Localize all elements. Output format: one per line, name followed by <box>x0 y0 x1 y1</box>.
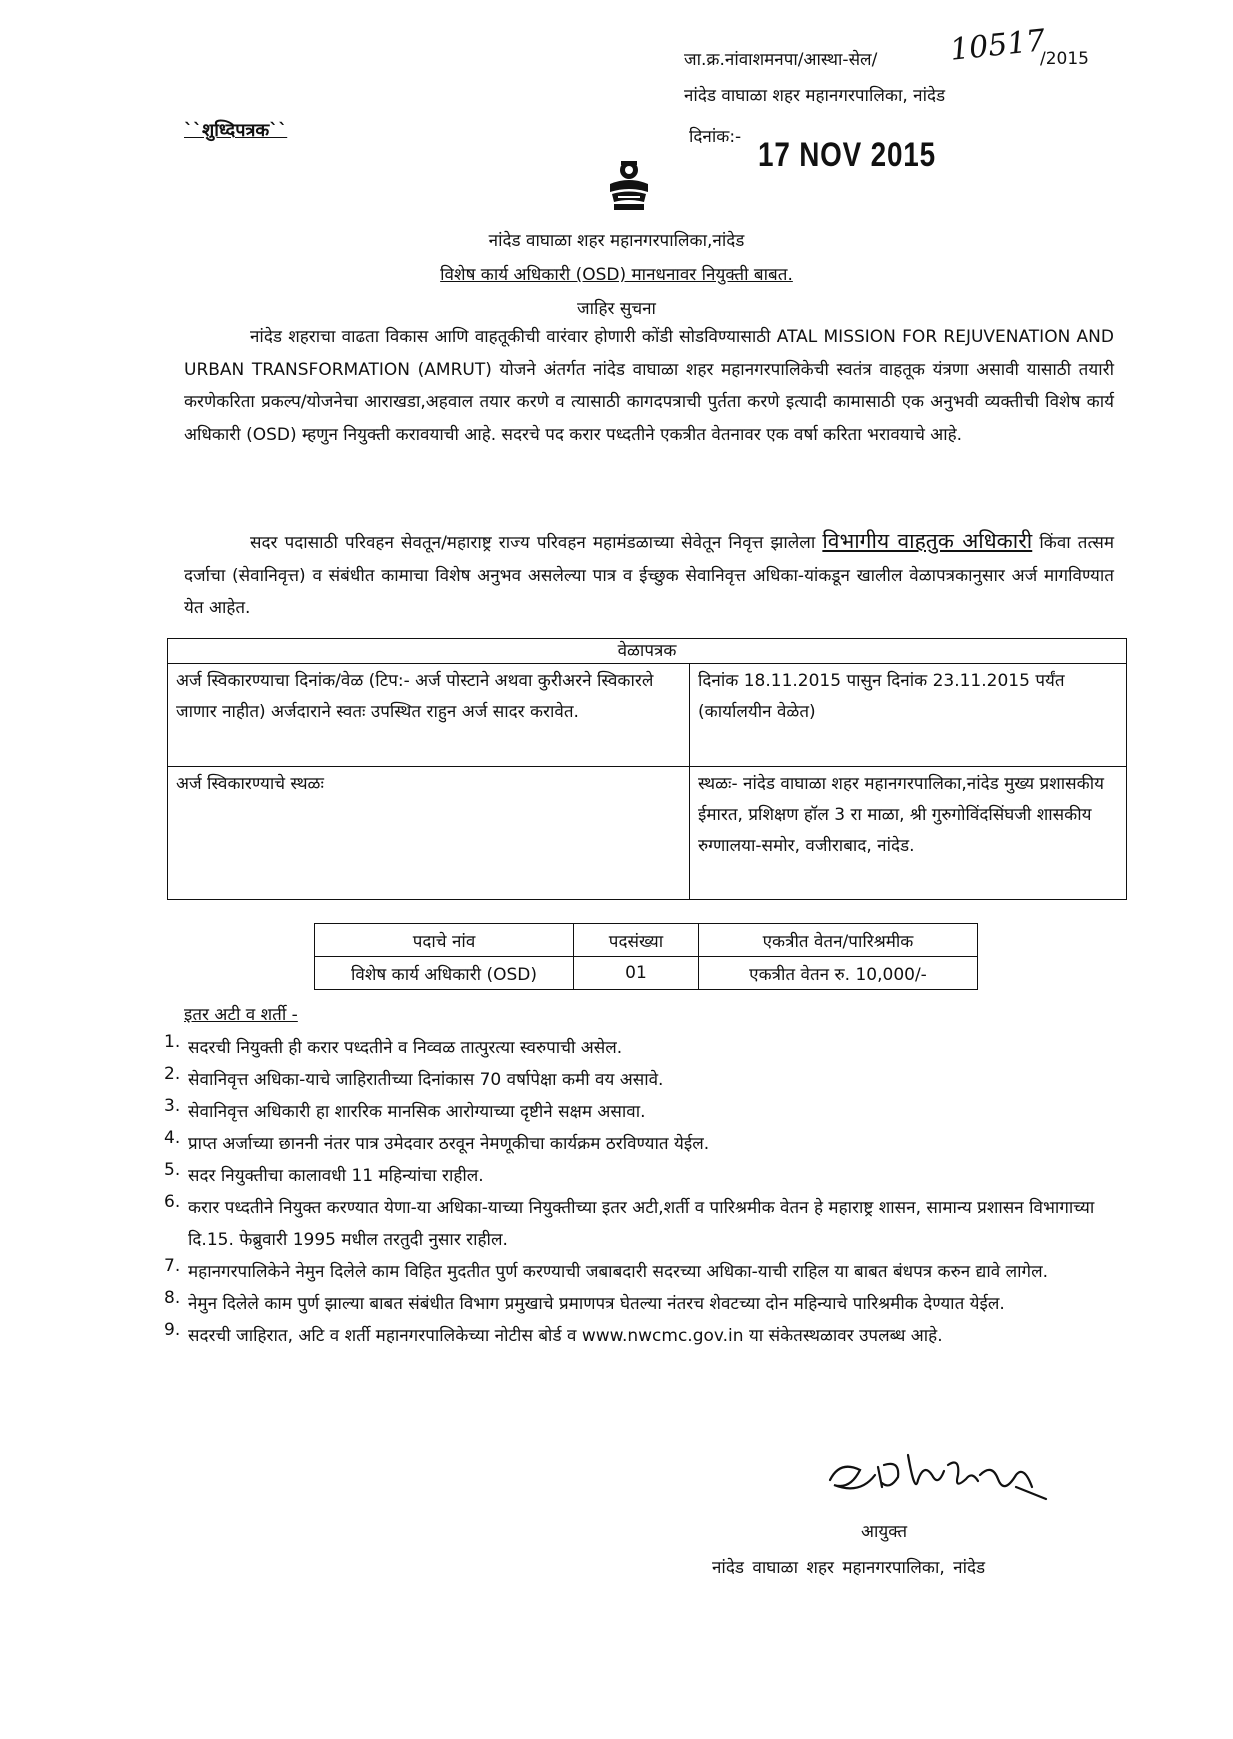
post-count-cell: 01 <box>574 957 699 990</box>
highlighted-post-title: विभागीय वाहतुक अधिकारी <box>822 529 1033 553</box>
list-item: 2. सेवानिवृत्त अधिका-याचे जाहिरातीच्या दिनांकास 70 वर्षापेक्षा कमी वय असावे. <box>164 1064 664 1090</box>
signatory-organization: नांदेड वाघाळा शहर महानगरपालिका, नांदेड <box>712 1558 986 1578</box>
schedule-cell-right: स्थळः- नांदेड वाघाळा शहर महानगरपालिका,नांदेड मुख्य प्रशासकीय ईमारत, प्रशिक्षण हॉल 3 रा माळा, श्री गुरुगोविंदसिंघजी शासकीय रुग्णालया-समोर, वजीराबाद, नांदेड. <box>690 767 1127 900</box>
list-item: 5. सदर नियुक्तीचा कालावधी 11 महिन्यांचा राहील. <box>164 1160 484 1186</box>
handwritten-reference-number: 10517 <box>948 23 1048 68</box>
schedule-heading: वेळापत्रक <box>168 639 1127 664</box>
column-header: एकत्रीत वेतन/पारिश्रमीक <box>699 924 978 957</box>
reference-year: /2015 <box>1040 49 1089 69</box>
conditions-title: इतर अटी व शर्ती - <box>184 1005 298 1025</box>
date-stamp: 17 NOV 2015 <box>758 136 936 174</box>
list-item: 3. सेवानिवृत्त अधिकारी हा शाररिक मानसिक आरोग्याच्या दृष्टीने सक्षम असावा. <box>164 1096 646 1122</box>
list-item: 7. महानगरपालिकेने नेमुन दिलेले काम विहित मुदतीत पुर्ण करण्याची जबाबदारी सदरच्या अधिका-याची राहिल या बाबत बंधपत्र करुन द्यावे लागेल. <box>164 1256 1049 1282</box>
date-label: दिनांक:- <box>689 127 742 147</box>
table-header-row <box>315 924 978 957</box>
document-subject: विशेष कार्य अधिकारी (OSD) मानधनावर नियुक्ती बाबत. <box>440 265 793 285</box>
table-row <box>168 767 1127 900</box>
conditions-list <box>164 1032 1104 1352</box>
table-row <box>315 957 978 990</box>
handwritten-signature <box>820 1435 1050 1519</box>
post-table <box>314 923 978 990</box>
list-item: 1. सदरची नियुक्ती ही करार पध्दतीने व निव्वळ तात्पुरत्या स्वरुपाची असेल. <box>164 1032 623 1058</box>
document-organization: नांदेड वाघाळा शहर महानगरपालिका,नांदेड <box>488 231 745 251</box>
list-item: 4. प्राप्त अर्जाच्या छाननी नंतर पात्र उमेदवार ठरवून नेमणूकीचा कार्यक्रम ठरविण्यात येईल. <box>164 1128 710 1154</box>
public-notice-heading: जाहिर सुचना <box>577 299 656 319</box>
schedule-cell-left: अर्ज स्विकारण्याचा दिनांक/वेळ (टिप:- अर्ज पोस्टाने अथवा कुरीअरने स्विकारले जाणार नाहीत) अर्जदाराने स्वतः उपस्थित राहुन अर्ज सादर करावेत. <box>168 664 690 767</box>
post-name-cell: विशेष कार्य अधिकारी (OSD) <box>315 957 574 990</box>
issuing-office: नांदेड वाघाळा शहर महानगरपालिका, नांदेड <box>684 86 946 106</box>
table-row <box>168 664 1127 767</box>
column-header: पदाचे नांव <box>315 924 574 957</box>
list-item: 8. नेमुन दिलेले काम पुर्ण झाल्या बाबत संबंधीत विभाग प्रमुखाचे प्रमाणपत्र घेतल्या नंतरच शेवटच्या दोन महिन्याचे पारिश्रमीक देण्यात येईल. <box>164 1288 1005 1314</box>
post-salary-cell: एकत्रीत वेतन रु. 10,000/- <box>699 957 978 990</box>
list-item: 9. सदरची जाहिरात, अटि व शर्ती महानगरपालिकेच्या नोटीस बोर्ड व www.nwcmc.gov.in या संकेतस्थळावर उपलब्ध आहे. <box>164 1320 943 1346</box>
signatory-designation: आयुक्त <box>861 1522 908 1542</box>
schedule-cell-left: अर्ज स्विकारण्याचे स्थळः <box>168 767 690 900</box>
corrigendum-heading: ``शुध्दिपत्रक`` <box>184 120 288 141</box>
municipal-emblem-icon <box>604 158 654 214</box>
notice-paragraph-2: सदर पदासाठी परिवहन सेवतून/महाराष्ट्र राज्य परिवहन महामंडळाच्या सेवेतून निवृत्त झालेला विभागीय वाहतुक अधिकारी किंवा तत्सम दर्जाचा (सेवानिवृत्त) व संबंधीत कामाचा विशेष अनुभव असलेल्या पात्र व ईच्छुक सेवानिवृत्त अधिका-यांकडून खालील वेळापत्रकानुसार अर्ज मागविण्यात येत आहेत. <box>184 529 1115 619</box>
reference-prefix: जा.क्र.नांवाशमनपा/आस्था-सेल/ <box>684 50 878 70</box>
schedule-cell-right: दिनांक 18.11.2015 पासुन दिनांक 23.11.2015 पर्यंत (कार्यालयीन वेळेत) <box>690 664 1127 767</box>
list-item: 6. करार पध्दतीने नियुक्त करण्यात येणा-या अधिका-याच्या नियुक्तीच्या इतर अटी,शर्ती व पारिश्रमीक वेतन हे महाराष्ट्र शासन, सामान्य प्रशासन विभागाच्या दि.15. फेब्रुवारी 1995 मधील तरतुदी नुसार राहील. <box>164 1192 1095 1250</box>
schedule-table <box>167 638 1127 900</box>
column-header: पदसंख्या <box>574 924 699 957</box>
notice-paragraph-1: नांदेड शहराचा वाढता विकास आणि वाहतूकीची वारंवार होणारी कोंडी सोडविण्यासाठी ATAL MISSION FOR REJUVENATION AND URBAN TRANSFORMATION (AMRUT) योजने अंतर्गत नांदेड वाघाळा शहर महानगरपालिकेची स्वतंत्र वाहतूक यंत्रणा असावी यासाठी तयारी करणेकरिता प्रकल्प/योजनेचा आराखडा,अहवाल तयार करणे व त्यासाठी कागदपत्राची पुर्तता करणे इत्यादी कामासाठी एक अनुभवी व्यक्तीची विशेष कार्य अधिकारी (OSD) म्हणुन नियुक्ती करावयाची आहे. सदरचे पद करार पध्दतीने एकत्रीत वेतनावर एक वर्षा करिता भरावयाचे आहे. <box>184 327 1114 445</box>
reference-number <box>684 47 877 70</box>
